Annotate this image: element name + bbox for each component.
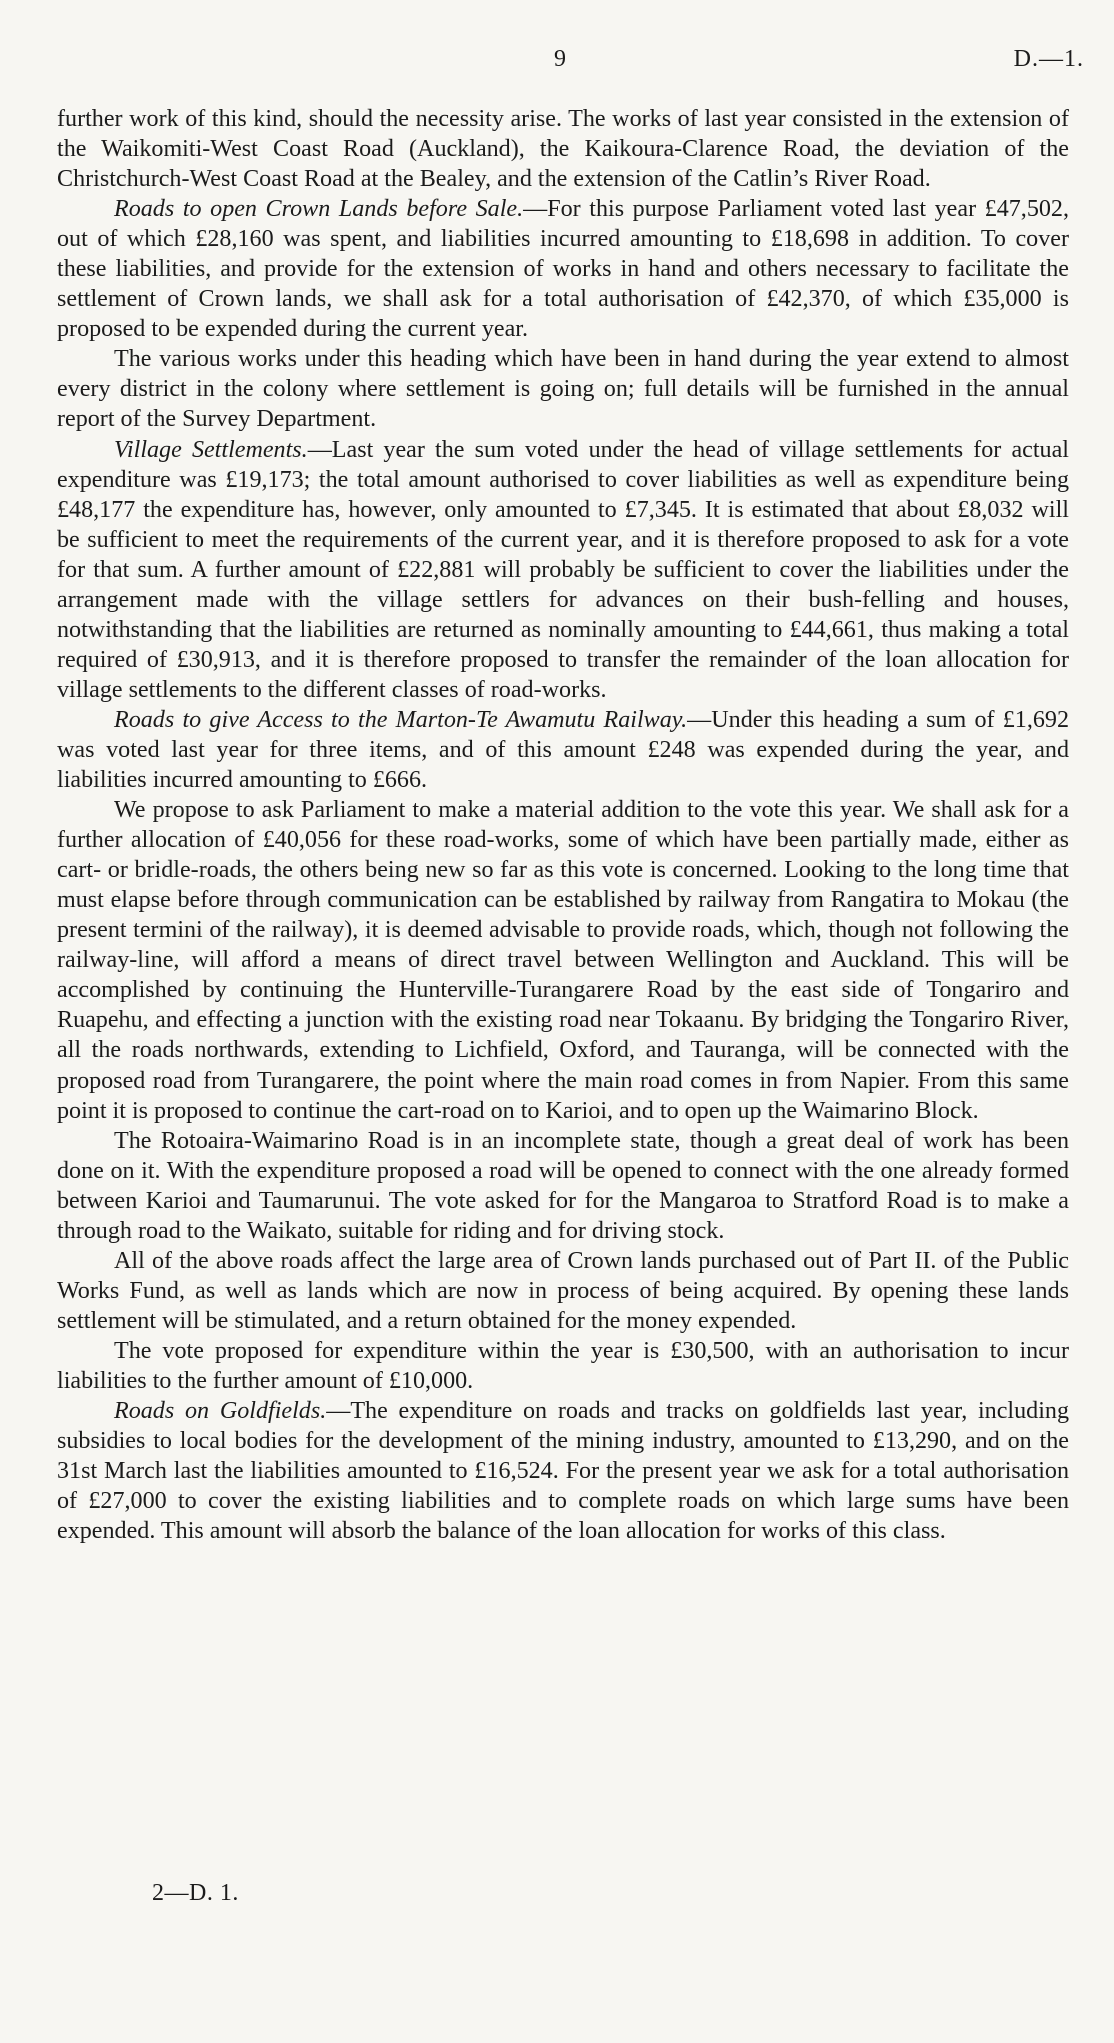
document-reference: D.—1.	[1013, 46, 1084, 72]
paragraph	[57, 795, 1069, 1126]
paragraph-heading: Roads to open Crown Lands before Sale.	[114, 196, 524, 223]
paragraph-heading: Roads on Goldfields.	[114, 1398, 327, 1425]
paragraph	[57, 344, 1069, 434]
page-header	[0, 42, 1114, 82]
paragraph-text: —Under this heading a sum of £1,692 was voted last year for three items, and of this amount £248 was expended during the year, and liabilities incurred amounting to £666.	[57, 706, 1069, 794]
page-number: 9	[554, 46, 566, 72]
signature-mark: 2—D. 1.	[152, 1880, 239, 1906]
paragraph-text: The Rotoaira-Waimarino Road is in an incomplete state, though a great deal of work has been done on it. With the expenditure proposed a road will be opened to connect with the one already formed between Karioi and Taumarunui. The vote asked for for the Mangaroa to Stratford Road is to make a through road to the Waikato, suitable for riding and for driving stock.	[57, 1127, 1069, 1244]
paragraph	[57, 1126, 1069, 1246]
paragraph	[57, 1396, 1069, 1546]
paragraph	[57, 1246, 1069, 1336]
paragraph-text: —The expenditure on roads and tracks on goldfields last year, including subsidies to local bodies for the development of the mining industry, amounted to £13,290, and on the 31st March last the liabilities amounted to £16,524. For the present year we ask for a total authorisation of £27,000 to cover the existing liabilities and to complete roads on which large sums have been expended. This amount will absorb the balance of the loan allocation for works of this class.	[57, 1398, 1069, 1545]
body-text	[57, 104, 1069, 1546]
paragraph-heading: Village Settlements.	[114, 436, 308, 463]
paragraph-text: —Last year the sum voted under the head of village settlements for actual expenditure was £19,173; the total amount authorised to cover liabilities as well as expenditure being £48,177 the expenditure has, however, only amounted to £7,345. It is estimated that about £8,032 will be sufficient to meet the requirements of the current year, and it is therefore proposed to ask for a vote for that sum. A further amount of £22,881 will probably be sufficient to cover the liabilities under the arrangement made with the village settlers for advances on their bush-felling and houses, notwithstanding that the liabilities are returned as nominally amounting to £44,661, thus making a total required of £30,913, and it is therefore proposed to transfer the remainder of the loan allocation for village settlements to the different classes of road-works.	[57, 436, 1069, 703]
paragraph	[57, 194, 1069, 344]
paragraph-text: The vote proposed for expenditure within the year is £30,500, with an authorisation to incur liabilities to the further amount of £10,000.	[57, 1337, 1069, 1394]
paragraph-text: —For this purpose Parliament voted last year £47,502, out of which £28,160 was spent, and liabilities incurred amounting to £18,698 in addition. To cover these liabilities, and provide for the extension of works in hand and others necessary to facilitate the settlement of Crown lands, we shall ask for a total authorisation of £42,370, of which £35,000 is proposed to be expended during the current year.	[57, 196, 1069, 343]
paragraph	[57, 705, 1069, 795]
paragraph-text: further work of this kind, should the necessity arise. The works of last year consisted in the extension of the Waikomiti-West Coast Road (Auckland), the Kaikoura-Clarence Road, the deviation of the Christchurch-West Coast Road at the Bealey, and the extension of the Catlin’s River Road.	[57, 106, 1069, 193]
paragraph-text: All of the above roads affect the large area of Crown lands purchased out of Part II. of the Public Works Fund, as well as lands which are now in process of being acquired. By opening these lands settlement will be stimulated, and a return obtained for the money expended.	[57, 1247, 1069, 1334]
paragraph-text: The various works under this heading which have been in hand during the year extend to almost every district in the colony where settlement is going on; full details will be furnished in the annual report of the Survey Department.	[57, 346, 1069, 433]
paragraph	[57, 104, 1069, 194]
paragraph	[57, 435, 1069, 705]
paragraph	[57, 1336, 1069, 1396]
paragraph-heading: Roads to give Access to the Marton-Te Awamutu Railway.	[114, 706, 688, 733]
paragraph-text: We propose to ask Parliament to make a material addition to the vote this year. We shall ask for a further allocation of £40,056 for these road-works, some of which have been partially made, either as cart- or bridle-roads, the others being new so far as this vote is concerned. Looking to the long time that must elapse before through communication can be established by railway from Rangatira to Mokau (the present termini of the railway), it is deemed advisable to provide roads, which, though not following the railway-line, will afford a means of direct travel between Wellington and Auckland. This will be accomplished by continuing the Hunterville-Turangarere Road by the east side of Tongariro and Ruapehu, and effecting a junction with the existing road near Tokaanu. By bridging the Tongariro River, all the roads northwards, extending to Lichfield, Oxford, and Tauranga, will be connected with the proposed road from Turangarere, the point where the main road comes in from Napier. From this same point it is proposed to continue the cart-road on to Karioi, and to open up the Waimarino Block.	[57, 797, 1069, 1124]
